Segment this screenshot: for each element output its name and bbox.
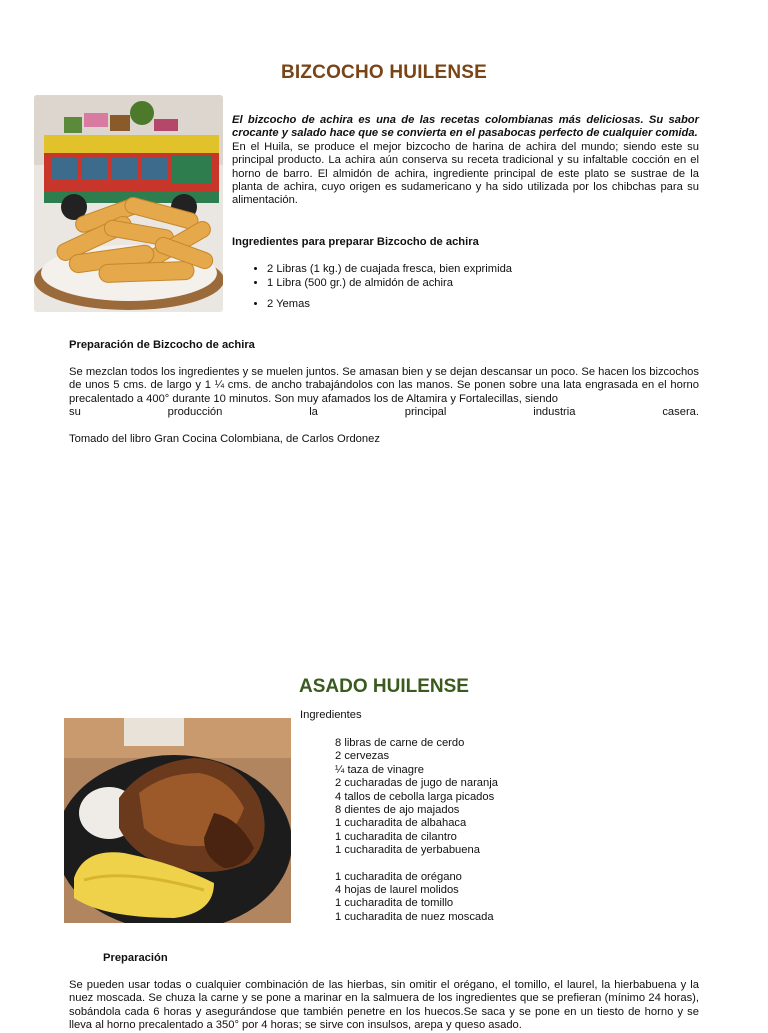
list-item: 2 cervezas bbox=[335, 750, 390, 763]
bizcocho-prep-heading: Preparación de Bizcocho de achira bbox=[69, 339, 255, 351]
bizcocho-title: BIZCOCHO HUILENSE bbox=[280, 62, 488, 83]
bizcocho-prep-text bbox=[69, 366, 699, 420]
list-item: 1 cucharadita de cilantro bbox=[335, 830, 457, 843]
list-item: • 1 Libra (500 gr.) de almidón de achira bbox=[267, 277, 512, 291]
list-item: 1 cucharadita de albahaca bbox=[335, 817, 467, 830]
prep-word: su bbox=[69, 406, 81, 419]
bizcocho-prep-last-line bbox=[69, 406, 699, 419]
bizcocho-ingredients-heading: Ingredientes para preparar Bizcocho de achira bbox=[232, 236, 479, 248]
bizcocho-intro bbox=[232, 114, 699, 208]
list-item: • 2 Yemas bbox=[267, 298, 512, 312]
list-item: 1 cucharadita de yerbabuena bbox=[335, 844, 480, 857]
list-item: 1 cucharadita de nuez moscada bbox=[335, 910, 494, 923]
prep-word: producción bbox=[167, 406, 223, 419]
asado-prep-text: Se pueden usar todas o cualquier combinación de las hierbas, sin omitir el orégano, el tomillo, el laurel, la hierbabuena y la nuez moscada. Se chuza la carne y se pone a marinar en la salmuera de los ingredientes que se prefieran (mínimo 24 horas), sobándola cada 6 horas y asegurándose que también penetre en los huecos.Se saca y se pone en un tiesto de horno y se lleva al horno precalentado a 350° por 4 horas; se sirve con insulsos, arepa y queso asado. bbox=[69, 979, 699, 1032]
asado-ingredients-heading: Ingredientes bbox=[300, 709, 362, 721]
bizcocho-intro-text: En el Huila, se produce el mejor bizcocho de harina de achira del mundo; siendo este su principal producto. La achira aún conserva su receta tradicional y su infaltable cocción en el horno de barro. El almidón de achira, ingrediente principal de este plato se sustrae de la planta de achira, cuyo origen es sudamericano y ha sido utilizada por los chibchas para su alimentación. bbox=[232, 140, 699, 207]
prep-word: la bbox=[309, 406, 318, 419]
list-item: 2 cucharadas de jugo de naranja bbox=[335, 777, 498, 790]
list-item: 1 cucharadita de tomillo bbox=[335, 897, 454, 910]
list-item: 8 dientes de ajo majados bbox=[335, 804, 460, 817]
list-item: 1 cucharadita de orégano bbox=[335, 870, 462, 883]
asado-prep-heading: Preparación bbox=[103, 952, 168, 964]
asado-ingredients-list bbox=[335, 737, 498, 924]
bizcocho-source: Tomado del libro Gran Cocina Colombiana, de Carlos Ordonez bbox=[69, 433, 380, 445]
prep-word: casera. bbox=[662, 406, 699, 419]
list-item: • 2 Libras (1 kg.) de cuajada fresca, bien exprimida bbox=[267, 263, 512, 277]
prep-word: principal bbox=[404, 406, 447, 419]
asado-title: ASADO HUILENSE bbox=[299, 676, 469, 697]
list-item: 4 tallos de cebolla larga picados bbox=[335, 790, 495, 803]
bizcocho-intro-bold: El bizcocho de achira es una de las recetas colombianas más deliciosas. Su sabor crocante y salado hace que se convierta en el pasabocas perfecto de cualquier comida. bbox=[232, 114, 699, 140]
list-item: 4 hojas de laurel molidos bbox=[335, 884, 459, 897]
list-item: 8 libras de carne de cerdo bbox=[335, 737, 465, 749]
list-item: ¼ taza de vinagre bbox=[335, 763, 424, 776]
prep-word: industria bbox=[533, 406, 576, 419]
bizcocho-ingredients-list bbox=[249, 263, 512, 312]
bizcocho-photo bbox=[34, 95, 223, 312]
bizcocho-prep-body: Se mezclan todos los ingredientes y se muelen juntos. Se amasan bien y se dejan descansar un poco. Se hacen los bizcochos de unos 5 cms. de largo y 1 ¼ cms. de ancho trabajándolos con las manos. Se ponen sobre una lata engrasada en el horno precalentado a 400° durante 10 minutos. Son muy afamados los de Altamira y Fortalecillas, siendo bbox=[69, 366, 699, 405]
asado-photo bbox=[64, 718, 291, 923]
